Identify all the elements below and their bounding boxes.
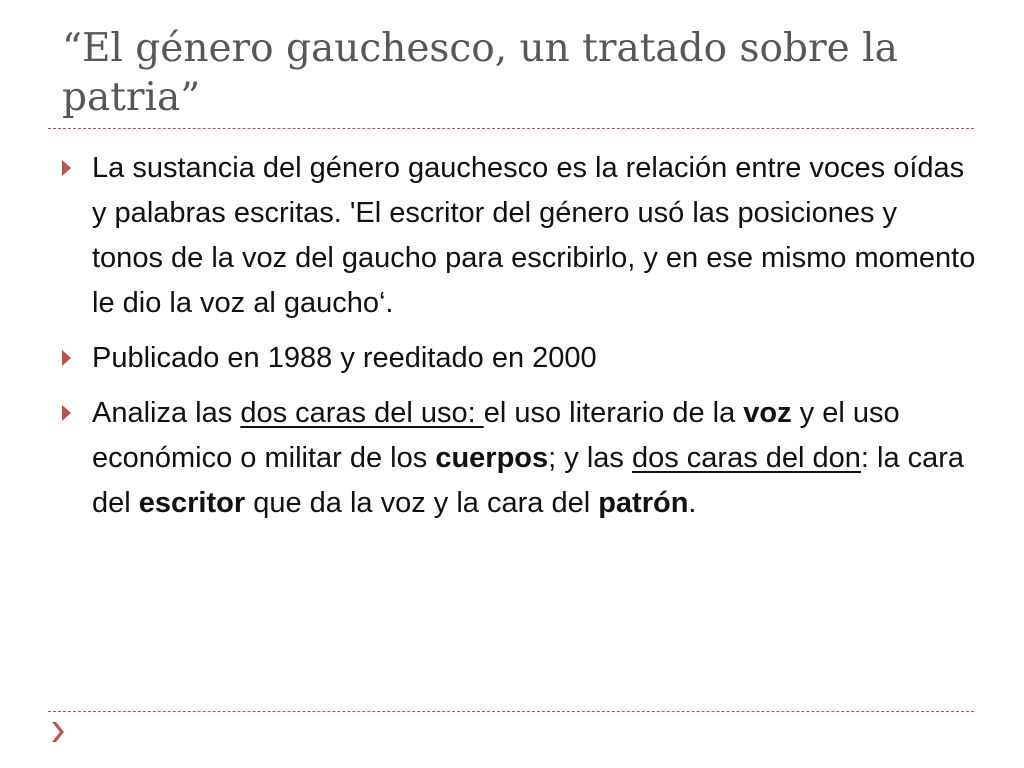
underlined-phrase: dos caras del don	[631, 442, 861, 474]
bullet-text-segment: .	[688, 487, 697, 519]
triangle-bullet-icon	[62, 405, 71, 421]
bullet-text-segment: que da la voz y la cara del	[245, 487, 599, 519]
bullet-item	[56, 336, 976, 381]
bold-term: patrón	[598, 487, 689, 519]
bullet-text-segment: y el uso económico o militar de los	[92, 397, 900, 474]
bullet-text-segment: ; y las	[548, 442, 632, 474]
triangle-bullet-icon	[62, 160, 71, 176]
bullet-item	[56, 146, 976, 326]
bullet-text-segment: Analiza las	[92, 397, 241, 429]
bullet-list	[56, 146, 976, 536]
bold-term: escritor	[138, 487, 246, 519]
bold-term: voz	[743, 397, 792, 429]
triangle-bullet-icon	[62, 350, 71, 366]
bullet-text: La sustancia del género gauchesco es la relación entre voces oídas y palabras escritas. 'El escritor del género usó las posiciones y tonos de la voz del gaucho para escribirlo, y en ese mismo momento le dio la voz al gaucho‘.	[92, 152, 976, 319]
underlined-phrase: dos caras del uso:	[240, 397, 484, 429]
bullet-item	[56, 391, 976, 526]
bold-term: cuerpos	[435, 442, 549, 474]
title-divider	[48, 128, 974, 129]
footer-divider	[48, 711, 974, 712]
double-chevron-right-icon	[52, 722, 66, 742]
bullet-text-segment: el uso literario de la	[483, 397, 744, 429]
bullet-text-segment: : la cara del	[92, 442, 965, 519]
slide-title: “El género gauchesco, un tratado sobre la patria”	[62, 26, 898, 120]
bullet-text: Publicado en 1988 y reeditado en 2000	[92, 342, 597, 374]
